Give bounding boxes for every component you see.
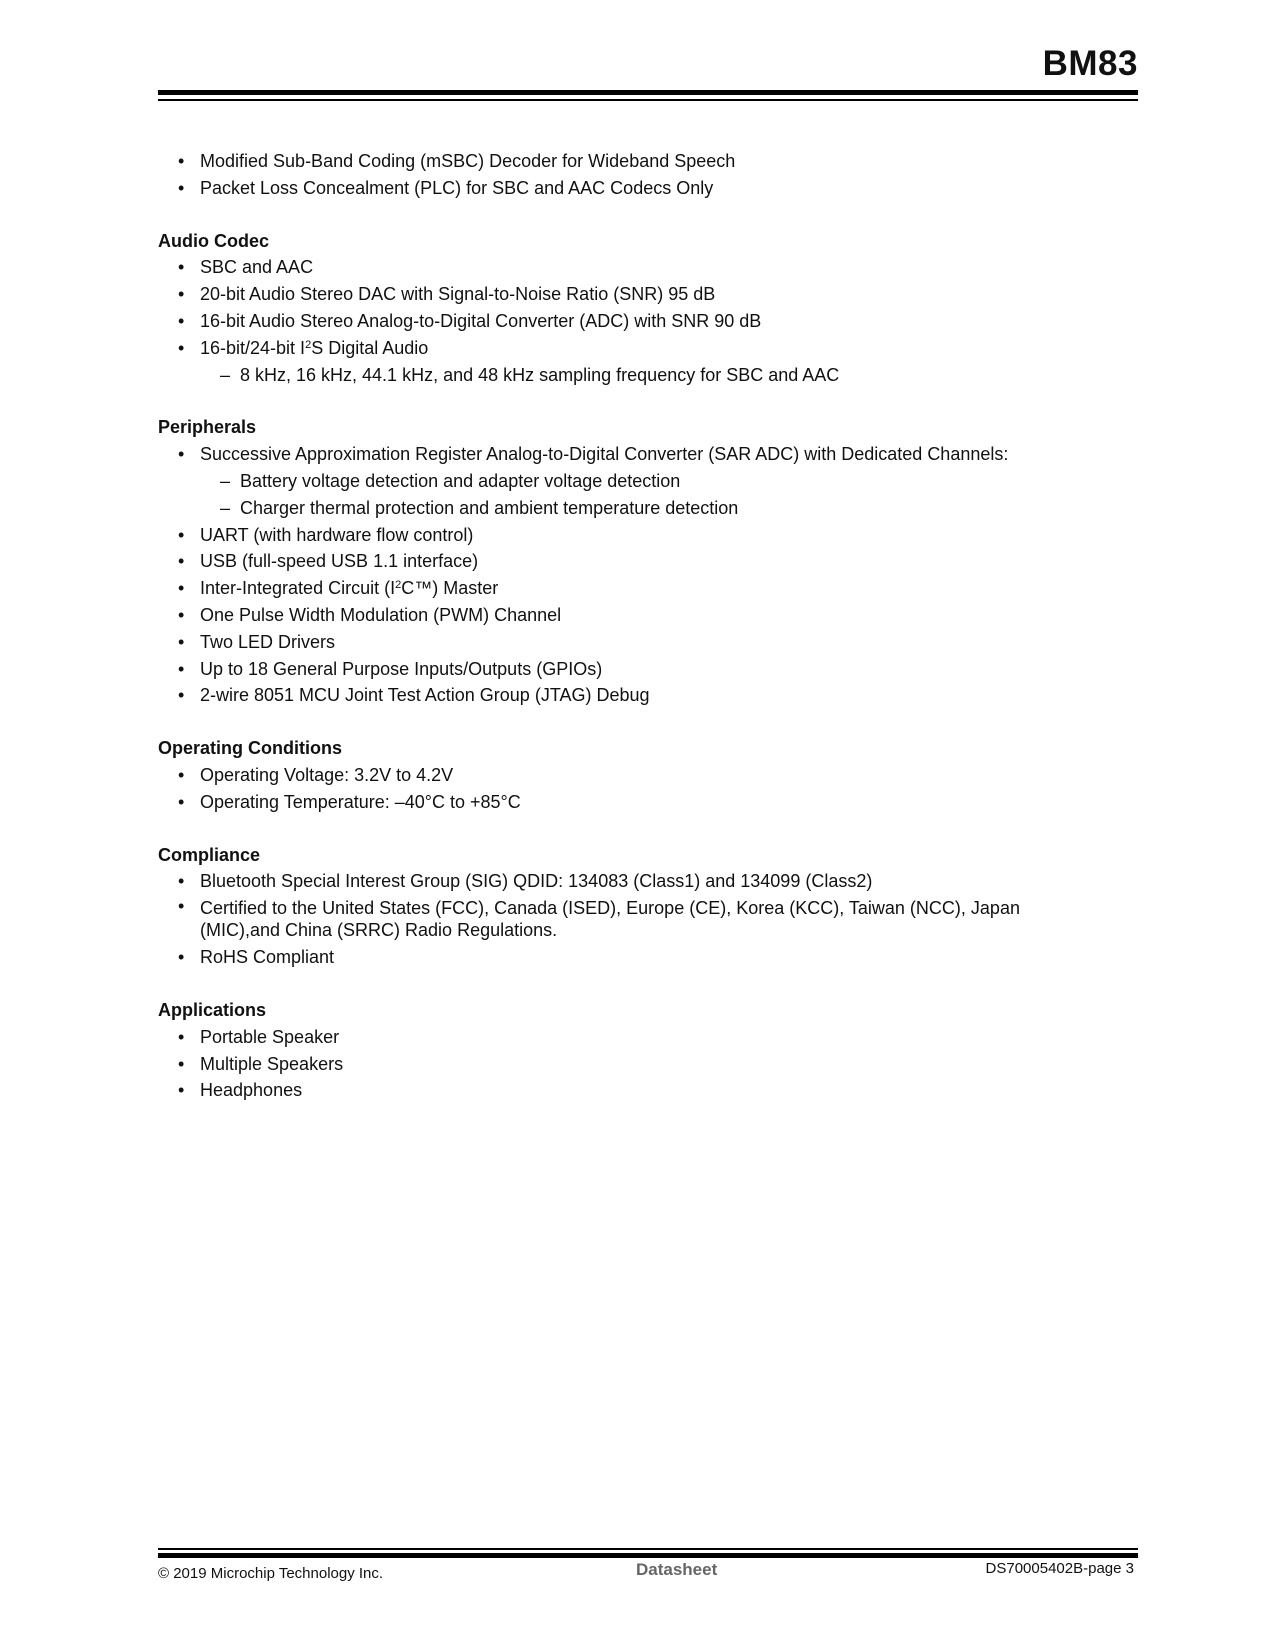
footer-rule-thick [158, 1553, 1138, 1558]
page-number: DS70005402B-page 3 [985, 1560, 1134, 1577]
sub-list-item: – Battery voltage detection and adapter voltage detection [158, 468, 1098, 495]
list-item: • Bluetooth Special Interest Group (SIG) QDID: 134083 (Class1) and 134099 (Class2) [158, 868, 1098, 895]
list-item: • 16-bit Audio Stereo Analog-to-Digital Converter (ADC) with SNR 90 dB [158, 308, 1098, 335]
section-heading: Operating Conditions [158, 738, 342, 759]
list-item: • Modified Sub-Band Coding (mSBC) Decoder for Wideband Speech [158, 148, 1098, 175]
list-item: • Operating Voltage: 3.2V to 4.2V [158, 762, 1098, 789]
list-item: • Certified to the United States (FCC), Canada (ISED), Europe (CE), Korea (KCC), Taiwan (NCC), Japan (MIC),and China (SRRC) Radio Regulations. [158, 895, 1098, 944]
copyright: © 2019 Microchip Technology Inc. [158, 1565, 384, 1582]
list-item: • Up to 18 General Purpose Inputs/Outputs (GPIOs) [158, 656, 1098, 683]
list-item: • SBC and AAC [158, 254, 1098, 281]
list-item: • Multiple Speakers [158, 1051, 1098, 1078]
section-operating-conditions [158, 735, 1098, 815]
list-item: • Two LED Drivers [158, 629, 1098, 656]
section-audio-codec [158, 228, 1098, 389]
header-rule-thin [158, 99, 1138, 101]
list-item: • One Pulse Width Modulation (PWM) Channel [158, 602, 1098, 629]
header-rule-thick [158, 90, 1138, 95]
section-peripherals [158, 414, 1098, 709]
list-item-i2c: • Inter-Integrated Circuit $(I^2C™)$ Master [158, 575, 1098, 602]
list-item: • Successive Approximation Register Analog-to-Digital Converter (SAR ADC) with Dedicated Channels: [158, 441, 1098, 468]
footer-doc-type: Datasheet [636, 1560, 718, 1579]
list-item: • Headphones [158, 1077, 1098, 1104]
list-item: • 20-bit Audio Stereo DAC with Signal-to-Noise Ratio (SNR) 95 dB [158, 281, 1098, 308]
list-item: • Packet Loss Concealment (PLC) for SBC and AAC Codecs Only [158, 175, 1098, 202]
section-heading: Peripherals [158, 417, 257, 438]
intro-list [158, 148, 1098, 202]
section-heading: Compliance [158, 844, 261, 865]
section-applications [158, 997, 1098, 1104]
sub-list-item: – 8 kHz, 16 kHz, 44.1 kHz, and 48 kHz sampling frequency for SBC and AAC [158, 362, 1098, 389]
section-heading: Applications [158, 999, 267, 1020]
section-compliance [158, 842, 1098, 971]
list-item: • Operating Temperature: –40°C to +85°C [158, 789, 1098, 816]
footer-rule-thin [158, 1548, 1138, 1550]
sub-list-item: – Charger thermal protection and ambient temperature detection [158, 495, 1098, 522]
list-item-i2s: • 16-bit/24-bit $I^2S$ Digital Audio [158, 335, 1098, 362]
list-item: • RoHS Compliant [158, 944, 1098, 971]
list-item: • UART (with hardware flow control) [158, 522, 1098, 549]
list-item: • Portable Speaker [158, 1024, 1098, 1051]
list-item: • 2-wire 8051 MCU Joint Test Action Group (JTAG) Debug [158, 682, 1098, 709]
section-heading: Audio Codec [158, 230, 269, 251]
list-item: • USB (full-speed USB 1.1 interface) [158, 548, 1098, 575]
page-title: BM83 [1042, 44, 1138, 83]
document-body [158, 148, 1098, 1104]
